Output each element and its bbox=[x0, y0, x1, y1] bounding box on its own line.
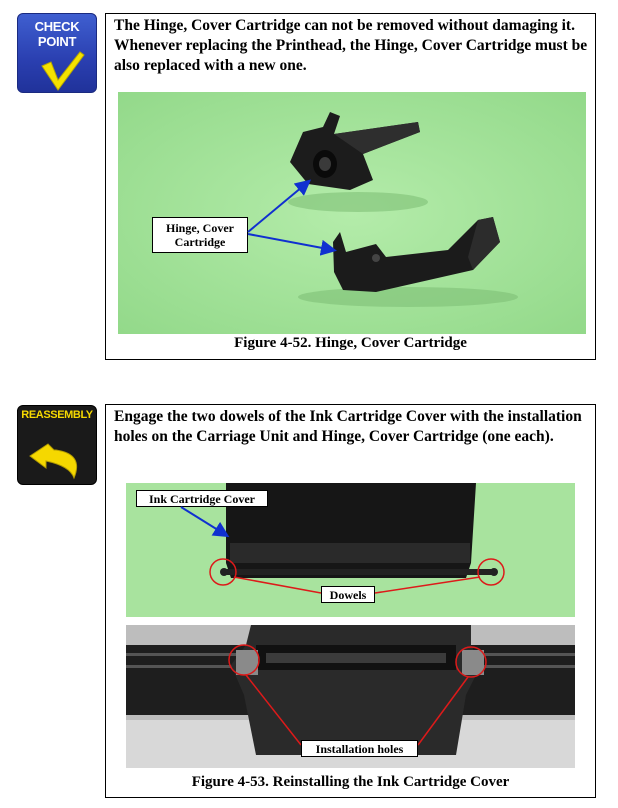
carriage-unit-photo bbox=[126, 625, 575, 768]
check-point-label-line2: POINT bbox=[37, 34, 77, 49]
reassembly-box bbox=[105, 404, 596, 798]
check-point-label-line1: CHECK bbox=[34, 19, 80, 34]
dowels-callout: Dowels bbox=[321, 586, 375, 603]
check-point-icon bbox=[17, 13, 97, 93]
reassembly-icon bbox=[17, 405, 97, 485]
ink-cartridge-cover-photo bbox=[126, 483, 575, 617]
check-point-text: The Hinge, Cover Cartridge can not be removed without damaging it. Whenever replacing the Printhead, the Hinge, Cover Cartridge must be also replaced with a new one. bbox=[114, 17, 588, 74]
checkmark-icon bbox=[18, 14, 98, 94]
hinge-callout-line1: Hinge, Cover bbox=[166, 221, 234, 235]
figure-4-53-caption: Figure 4-53. Reinstalling the Ink Cartridge Cover bbox=[191, 774, 510, 790]
hinge-callout bbox=[152, 217, 248, 253]
check-point-box bbox=[105, 13, 596, 360]
hinge-cover-cartridge-photo bbox=[118, 92, 586, 334]
installation-holes-callout: Installation holes bbox=[301, 740, 418, 757]
hinge-callout-line2: Cartridge bbox=[174, 235, 226, 249]
return-arrow-icon bbox=[18, 406, 98, 486]
reassembly-label: REASSEMBLY bbox=[21, 409, 93, 421]
ink-cartridge-cover-callout: Ink Cartridge Cover bbox=[136, 490, 268, 507]
figure-4-52-caption: Figure 4-52. Hinge, Cover Cartridge bbox=[234, 335, 467, 351]
reassembly-text: Engage the two dowels of the Ink Cartridge Cover with the installation holes on the Carriage Unit and Hinge, Cover Cartridge (one each). bbox=[114, 408, 582, 445]
hinge-parts-illustration bbox=[118, 92, 586, 334]
